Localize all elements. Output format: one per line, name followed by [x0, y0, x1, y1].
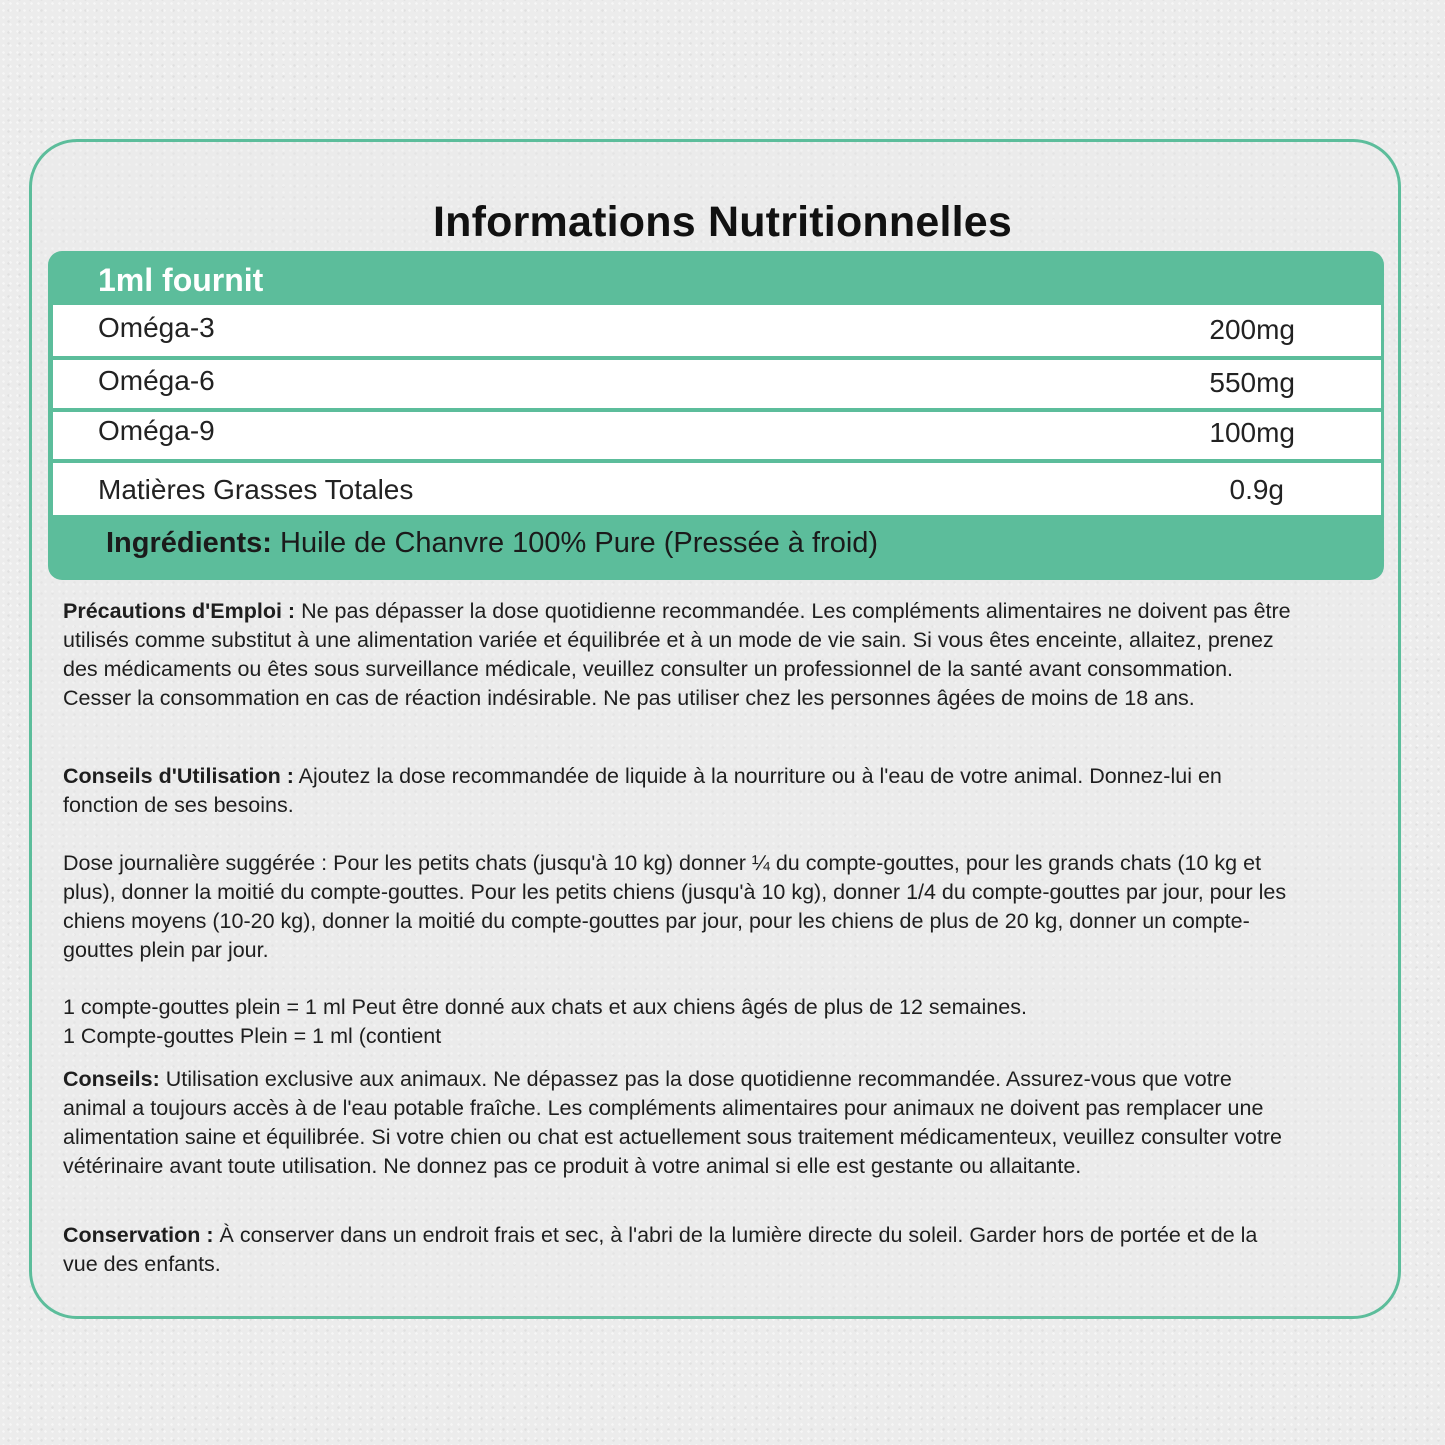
precautions-label: Précautions d'Emploi : [63, 599, 296, 623]
advice-paragraph [63, 1065, 1293, 1181]
nutrient-value: 550mg [1209, 367, 1295, 398]
usage-text: Ajoutez la dose recommandée de liquide à la nourriture ou à l'eau de votre animal. Donnez-lui en fonction de ses besoins. [63, 764, 1222, 817]
ingredients-line [106, 527, 878, 560]
advice-label: Conseils: [63, 1067, 160, 1091]
precautions-text: Ne pas dépasser la dose quotidienne recommandée. Les compléments alimentaires ne doivent pas être utilisés comme substitut à une alimentation variée et équilibrée et à un mode de vie sain. Si vous êtes enceinte, allaitez, prenez des médicaments ou êtes sous surveillance médicale, veuillez consulter un professionnel de la santé avant consommation. Cesser la consommation en cas de réaction indésirable. Ne pas utiliser chez les personnes âgées de moins de 18 ans. [63, 599, 1291, 710]
table-row [53, 305, 1381, 356]
nutrient-name: Oméga-6 [98, 365, 215, 396]
storage-paragraph [63, 1221, 1293, 1279]
nutrient-name: Matières Grasses Totales [98, 474, 414, 505]
nutrient-value: 0.9g [1229, 474, 1284, 505]
dose-paragraph: Dose journalière suggérée : Pour les petits chats (jusqu'à 10 kg) donner ¼ du compte-gouttes, pour les grands chats (10 kg et plus), donner la moitié du compte-gouttes. Pour les petits chiens (jusqu'à 10 kg), donner 1/4 du compte-gouttes par jour, pour les chiens moyens (10-20 kg), donner la moitié du compte-gouttes par jour, pour les chiens de plus de 20 kg, donner un compte-gouttes plein par jour. [63, 851, 1287, 962]
ingredients-value: Huile de Chanvre 100% Pure (Pressée à froid) [271, 527, 879, 559]
table-header-label: 1ml fournit [98, 262, 264, 298]
dropper-line: 1 Compte-gouttes Plein = 1 ml (contient [63, 1024, 442, 1048]
nutrient-name: Oméga-3 [98, 312, 215, 343]
nutrient-value: 200mg [1209, 314, 1295, 345]
usage-paragraph [63, 762, 1293, 820]
dropper-line: 1 compte-gouttes plein = 1 ml Peut être donné aux chats et aux chiens âgés de plus de 12 semaines. [63, 995, 1027, 1019]
table-row [53, 412, 1381, 459]
advice-text: Utilisation exclusive aux animaux. Ne dépassez pas la dose quotidienne recommandée. Assurez-vous que votre animal a toujours accès à de l'eau potable fraîche. Les compléments alimentaires pour animaux ne doivent pas remplacer une alimentation saine et équilibrée. Si votre chien ou chat est actuellement sous traitement médicamenteux, veuillez consulter votre vétérinaire avant toute utilisation. Ne donnez pas ce produit à votre animal si elle est gestante ou allaitante. [63, 1067, 1282, 1178]
table-row [53, 360, 1381, 408]
nutrient-name: Oméga-9 [98, 415, 215, 446]
storage-text: À conserver dans un endroit frais et sec, à l'abri de la lumière directe du soleil. Garder hors de portée et de la vue des enfants. [63, 1223, 1258, 1276]
storage-label: Conservation : [63, 1223, 214, 1247]
usage-label: Conseils d'Utilisation : [63, 764, 294, 788]
precautions-paragraph [63, 597, 1293, 713]
nutrient-value: 100mg [1209, 417, 1295, 448]
ingredients-label: Ingrédients: [106, 527, 272, 559]
page-title: Informations Nutritionnelles [433, 198, 1012, 246]
table-row [53, 463, 1381, 515]
